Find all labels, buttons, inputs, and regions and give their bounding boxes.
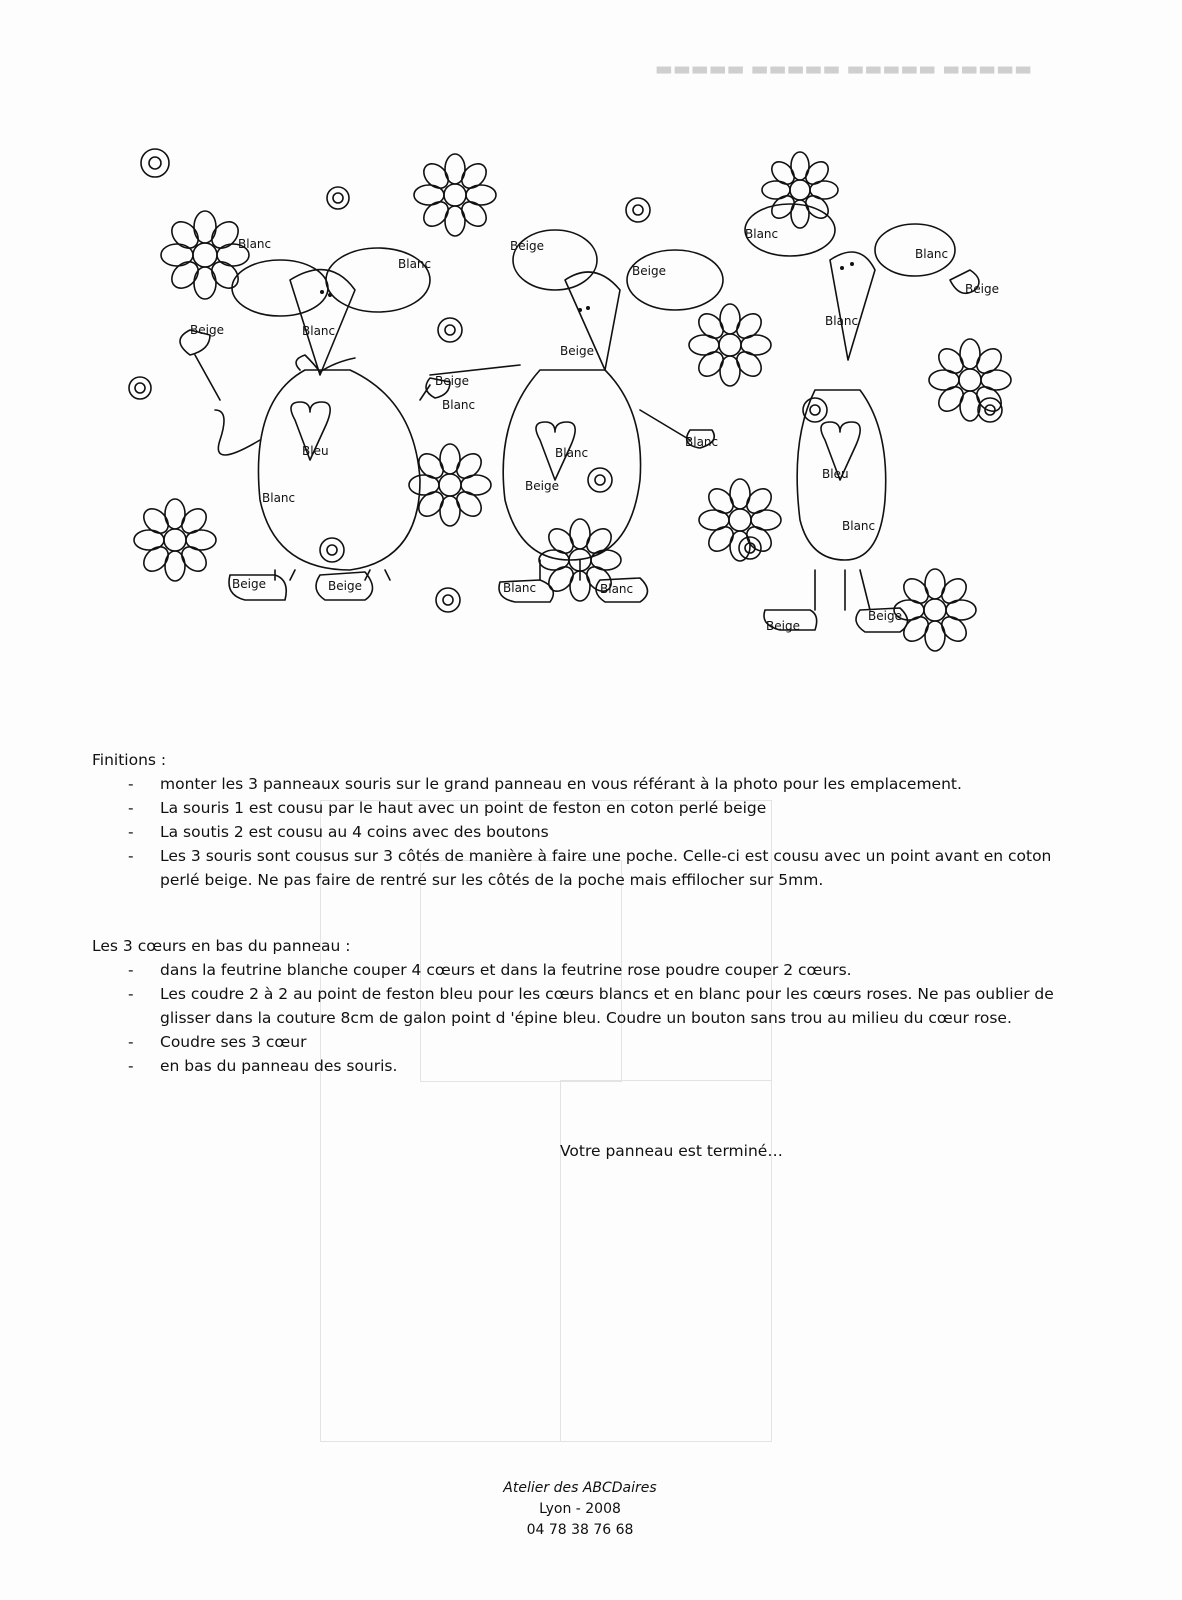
list-item: - Coudre ses 3 cœur (92, 1030, 1092, 1054)
label: Beige (965, 282, 999, 296)
dot-circle (626, 198, 650, 222)
coeurs-section (92, 934, 1092, 1078)
footer-phone: 04 78 38 76 68 (526, 1522, 634, 1538)
label: Blanc (915, 247, 949, 261)
label: Beige (868, 609, 902, 623)
label: Blanc (745, 227, 779, 241)
list-item: - en bas du panneau des souris. (92, 1054, 1092, 1078)
footer (430, 1478, 730, 1541)
flower (409, 444, 491, 526)
dot-circle (327, 187, 349, 209)
mouse-1 (180, 248, 430, 600)
flower (929, 339, 1011, 421)
flower (762, 152, 838, 228)
coeurs-list (92, 958, 1092, 1078)
footer-city-year: Lyon - 2008 (539, 1501, 621, 1517)
label: Blanc (238, 237, 272, 251)
label: Beige (560, 344, 594, 358)
color-labels (190, 227, 999, 633)
label: Beige (232, 577, 266, 591)
label: Beige (190, 323, 224, 337)
flower (161, 211, 249, 299)
dot-circle (129, 377, 151, 399)
dot-circle (588, 468, 612, 492)
show-through-diagram-inner-2 (560, 1080, 772, 1442)
label: Blanc (825, 314, 859, 328)
label: Bleu (302, 444, 329, 458)
label: Blanc (442, 398, 476, 412)
label: Blanc (600, 582, 634, 596)
list-item: - La soutis 2 est cousu au 4 coins avec des boutons (92, 820, 1092, 844)
dot-circle (436, 588, 460, 612)
finitions-heading: Finitions : (92, 751, 167, 769)
label: Beige (435, 374, 469, 388)
label: Blanc (685, 435, 719, 449)
label: Blanc (262, 491, 296, 505)
finitions-list (92, 772, 1092, 892)
flower (894, 569, 976, 651)
label: Beige (632, 264, 666, 278)
dot-circle (141, 149, 169, 177)
label: Beige (525, 479, 559, 493)
list-item: - monter les 3 panneaux souris sur le grand panneau en vous référant à la photo pour les emplacement. (92, 772, 1092, 796)
mouse-3 (745, 204, 979, 632)
list-item: - La souris 1 est cousu par le haut avec un point de feston en coton perlé beige (92, 796, 1092, 820)
label: Blanc (555, 446, 589, 460)
list-item: - dans la feutrine blanche couper 4 cœurs et dans la feutrine rose poudre couper 2 cœurs. (92, 958, 1092, 982)
label: Beige (328, 579, 362, 593)
label: Bleu (822, 467, 849, 481)
footer-atelier: Atelier des ABCDaires (503, 1480, 657, 1496)
finitions-section (92, 748, 1092, 892)
dot-circle (320, 538, 344, 562)
flower (134, 499, 216, 581)
list-item: - Les coudre 2 à 2 au point de feston bleu pour les cœurs blancs et en blanc pour les cœurs roses. Ne pas oublier de glisser dans la couture 8cm de galon point d 'épine bleu. Coudre un bouton sans trou au milieu du cœur rose. (92, 982, 1092, 1030)
flower (414, 154, 496, 236)
label: Blanc (398, 257, 432, 271)
list-item: - Les 3 souris sont cousus sur 3 côtés de manière à faire une poche. Celle-ci est cousu avec un point avant en coton perlé beige. Ne pas faire de rentré sur les côtés de la poche mais effilocher sur 5mm. (92, 844, 1092, 892)
dot-circle (438, 318, 462, 342)
flower (699, 479, 781, 561)
label: Beige (766, 619, 800, 633)
label: Beige (510, 239, 544, 253)
show-through-title: ▬▬▬▬▬ ▬▬▬▬▬ ▬▬▬▬▬ ▬▬▬▬▬ (655, 58, 1033, 80)
label: Blanc (842, 519, 876, 533)
coeurs-heading: Les 3 cœurs en bas du panneau : (92, 937, 351, 955)
flower (689, 304, 771, 386)
closing-text: Votre panneau est terminé… (560, 1142, 783, 1160)
mice-illustration (100, 140, 1060, 660)
label: Blanc (302, 324, 336, 338)
label: Blanc (503, 581, 537, 595)
